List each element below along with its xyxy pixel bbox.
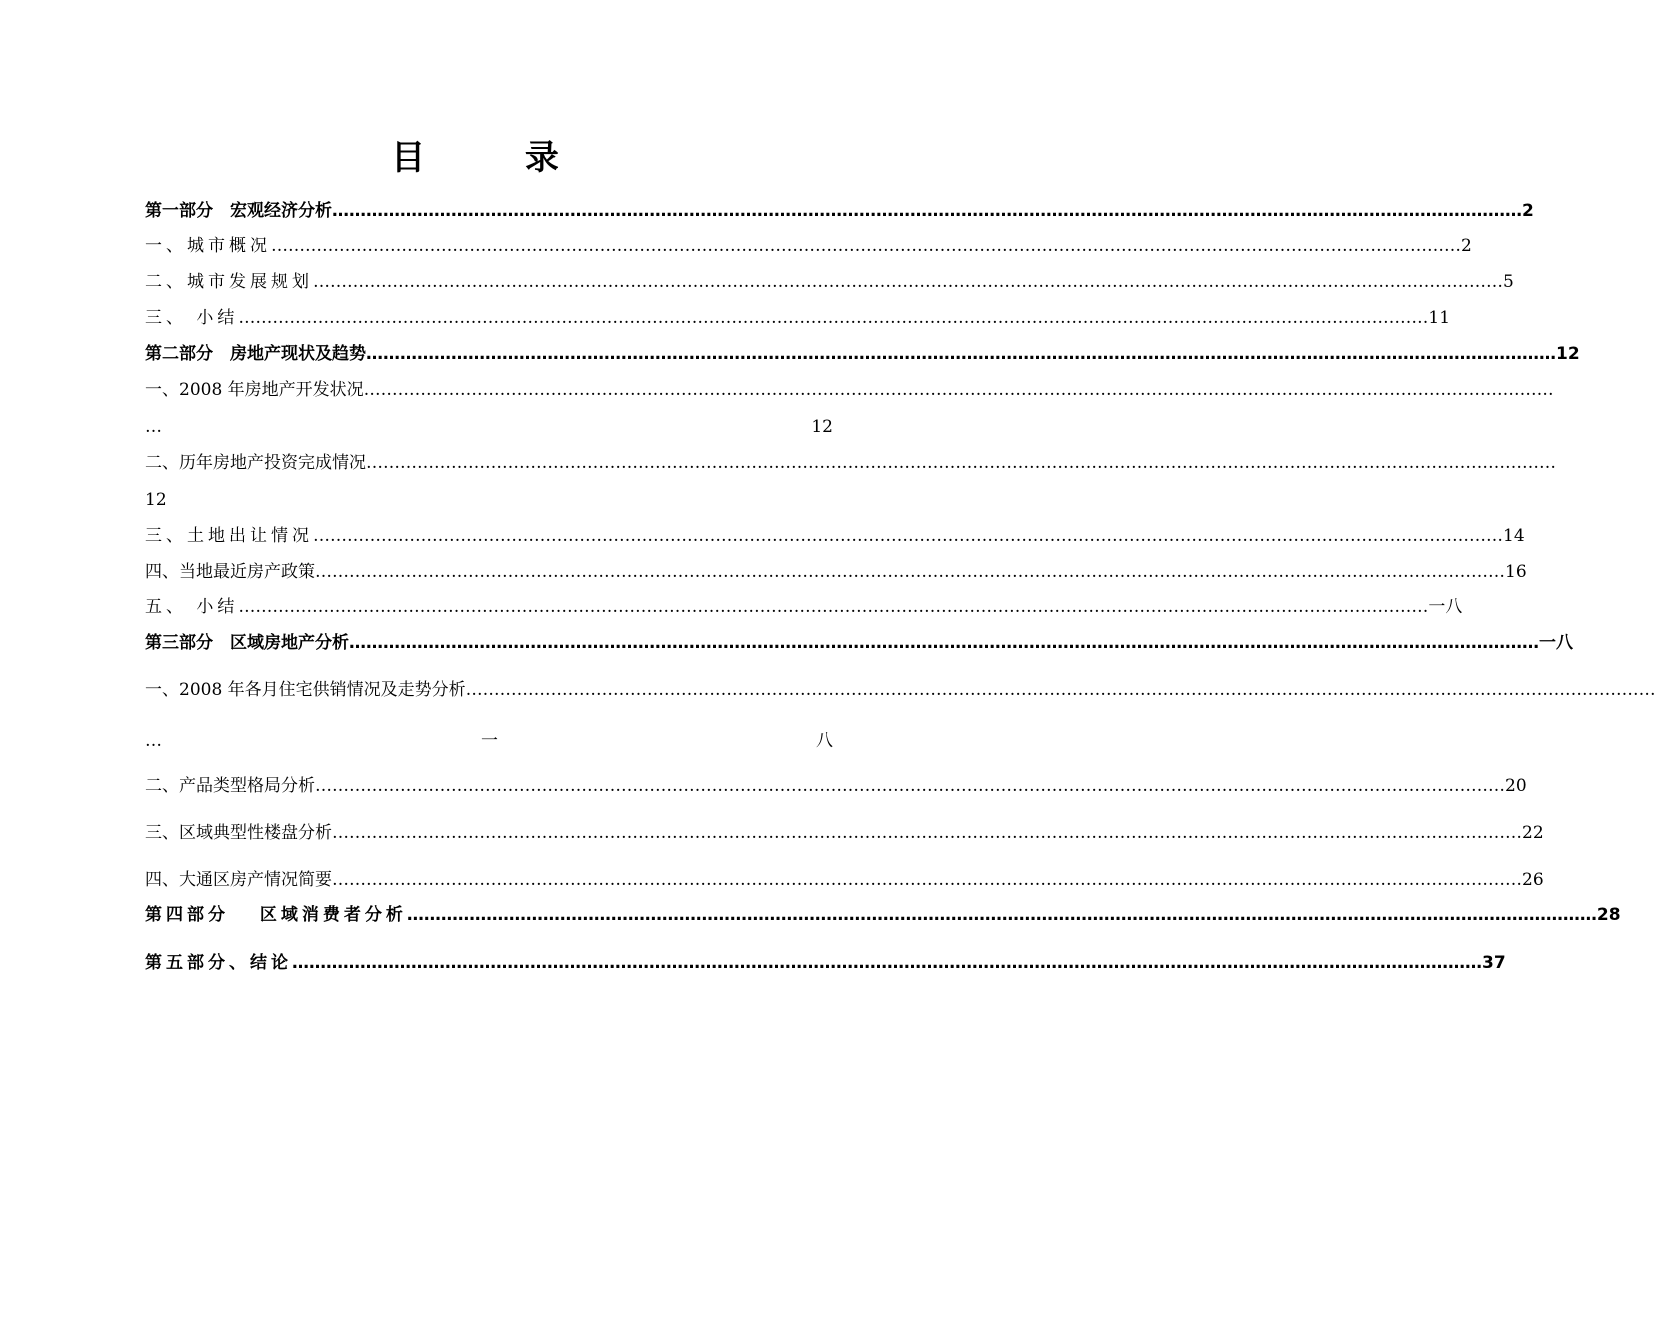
toc-entry-summary-1[interactable] [145, 305, 1451, 331]
toc-entry-label: 第一部分 宏观经济分析 [145, 201, 332, 221]
toc-leader: ………………………………………………………………………………………………………………………………………………………………………………………… [315, 776, 1505, 796]
toc-leader: ………………………………………………………………………………………………………………………………………………………………………………………… [366, 453, 1556, 473]
toc-leader: ………………………………………………………………………………………………………………………………………………………………………………………… [406, 905, 1597, 925]
toc-entry-product-types[interactable] [145, 773, 1527, 799]
toc-page-number-part: 八 [816, 731, 833, 751]
toc-leader: ………………………………………………………………………………………………………………………………………………………………………………………… [332, 870, 1522, 890]
toc-leader: ………………………………………………………………………………………………………………………………………………………………………………………… [366, 344, 1556, 364]
toc-entry-city-planning[interactable] [145, 269, 1514, 295]
toc-page-number: 16 [1505, 562, 1527, 582]
toc-leader: ………………………………………………………………………………………………………………………………………………………………………………………… [313, 272, 1503, 292]
toc-leader: ………………………………………………………………………………………………………………………………………………………………………………………… [238, 597, 1429, 617]
toc-page-number: 14 [1503, 526, 1525, 546]
toc-entry-local-policy[interactable] [145, 559, 1527, 585]
toc-page-number: 37 [1482, 953, 1506, 973]
toc-entry-label: 第三部分 区域房地产分析 [145, 633, 349, 653]
toc-entry-continuation [145, 728, 833, 754]
toc-entry-label: 第五部分、结论 [145, 953, 292, 973]
toc-page-number: 5 [1503, 272, 1514, 292]
toc-entry-summary-2[interactable] [145, 594, 1463, 620]
toc-entry-label: 四、当地最近房产政策 [145, 562, 315, 582]
toc-entry-continuation [145, 414, 833, 440]
toc-entry-label: 一、2008 年房地产开发状况 [145, 380, 364, 400]
toc-leader: ………………………………………………………………………………………………………………………………………………………………………………………… [238, 308, 1429, 328]
toc-page-number: 26 [1522, 870, 1544, 890]
toc-page-number: 12 [811, 417, 833, 437]
toc-page-number: 一八 [1539, 633, 1573, 653]
toc-entry-label: 三、区域典型性楼盘分析 [145, 823, 332, 843]
toc-entry-part1[interactable] [145, 198, 1534, 224]
toc-entry-label: 三、土地出让情况 [145, 526, 313, 546]
toc-entry-label: 二、产品类型格局分析 [145, 776, 315, 796]
toc-entry-2008-development[interactable] [145, 377, 1554, 403]
toc-leader: ………………………………………………………………………………………………………………………………………………………………………………………… [271, 236, 1461, 256]
toc-entry-label: 二、历年房地产投资完成情况 [145, 453, 366, 473]
toc-page-number: 20 [1505, 776, 1527, 796]
toc-entry-label: 二、城市发展规划 [145, 272, 313, 292]
toc-page-number: 12 [1556, 344, 1580, 364]
toc-entry-part5[interactable] [145, 950, 1506, 976]
toc-leader: … [145, 731, 162, 751]
toc-entry-label: 第四部分 区域消费者分析 [145, 905, 407, 925]
toc-leader: ………………………………………………………………………………………………………………………………………………………………………………………… [465, 680, 1656, 700]
toc-entry-investment[interactable] [145, 450, 1556, 476]
toc-entry-label: 四、大通区房产情况简要 [145, 870, 332, 890]
toc-entry-datong-summary[interactable] [145, 867, 1544, 893]
toc-entry-typical-projects[interactable] [145, 820, 1544, 846]
toc-leader: ………………………………………………………………………………………………………………………………………………………………………………………… [349, 633, 1539, 653]
toc-leader: ………………………………………………………………………………………………………………………………………………………………………………………… [315, 562, 1505, 582]
toc-entry-label: 五、 小结 [145, 597, 239, 617]
toc-leader: ………………………………………………………………………………………………………………………………………………………………………………………… [332, 823, 1522, 843]
toc-entry-label: 一、城市概况 [145, 236, 271, 256]
toc-entry-monthly-supply[interactable] [145, 677, 1656, 703]
toc-page-number: 11 [1428, 308, 1451, 328]
toc-leader: ………………………………………………………………………………………………………………………………………………………………………………………… [313, 526, 1503, 546]
toc-entry-part3[interactable] [145, 630, 1573, 656]
toc-page-number: 22 [1522, 823, 1544, 843]
toc-page-number: 2 [1522, 201, 1534, 221]
toc-entry-label: 第二部分 房地产现状及趋势 [145, 344, 366, 364]
toc-entry-land-transfer[interactable] [145, 523, 1525, 549]
toc-page-number: 2 [1461, 236, 1472, 256]
toc-leader: ………………………………………………………………………………………………………………………………………………………………………………………… [292, 953, 1482, 973]
toc-page-number: 12 [145, 490, 167, 510]
toc-page-number: 28 [1596, 905, 1621, 925]
toc-leader: ………………………………………………………………………………………………………………………………………………………………………………………… [332, 201, 1522, 221]
toc-leader: ………………………………………………………………………………………………………………………………………………………………………………………… [363, 380, 1554, 400]
toc-page-number-part: 一 [481, 731, 498, 751]
toc-entry-label: 三、 小结 [145, 308, 239, 328]
toc-entry-part4[interactable] [145, 902, 1621, 928]
toc-entry-label: 一、2008 年各月住宅供销情况及走势分析 [145, 680, 466, 700]
toc-page-number: 一八 [1428, 597, 1463, 617]
toc-leader: … [145, 417, 162, 437]
toc-entry-part2[interactable] [145, 341, 1580, 367]
page-title: 目 录 [391, 138, 603, 178]
toc-entry-city-overview[interactable] [145, 233, 1472, 259]
